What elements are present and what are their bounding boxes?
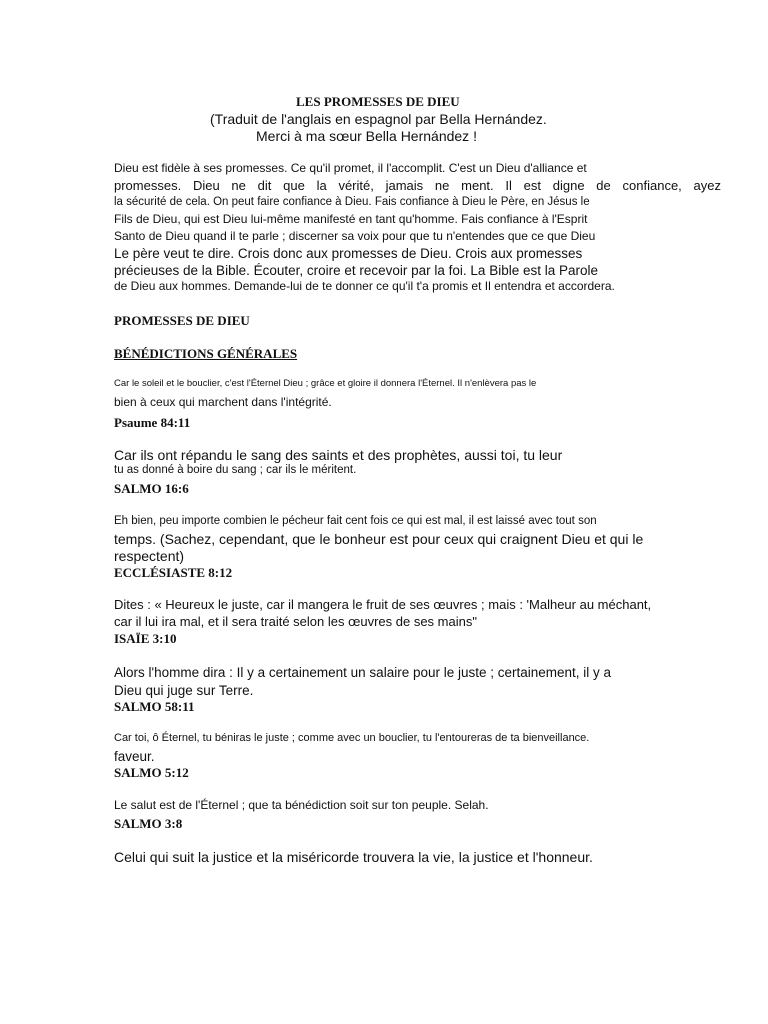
verse-line: car il lui ira mal, et il sera traité selon les œuvres de ses mains" <box>114 614 477 629</box>
verse-line: bien à ceux qui marchent dans l'intégrité. <box>114 395 332 409</box>
verse-reference: SALMO 5:12 <box>114 765 189 780</box>
translation-note: (Traduit de l'anglais en espagnol par Bella Hernández. <box>210 111 547 127</box>
intro-line: de Dieu aux hommes. Demande-lui de te donner ce qu'il t'a promis et Il entendra et accordera. <box>114 279 615 293</box>
thanks-note: Merci à ma sœur Bella Hernández ! <box>256 128 477 144</box>
verse-line: Dites : « Heureux le juste, car il mangera le fruit de ses œuvres ; mais : 'Malheur au méchant, <box>114 597 652 612</box>
intro-line: Santo de Dieu quand il te parle ; discerner sa voix pour que tu n'entendes que ce que Dieu <box>114 229 596 243</box>
verse-line: Alors l'homme dira : Il y a certainement un salaire pour le juste ; certainement, il y a <box>114 665 612 680</box>
verse-line: Dieu qui juge sur Terre. <box>114 683 254 698</box>
document-title: LES PROMESSES DE DIEU <box>296 94 460 109</box>
intro-line: la sécurité de cela. On peut faire confiance à Dieu. Fais confiance à Dieu le Père, en Jésus le <box>114 196 590 208</box>
verse-line: Celui qui suit la justice et la miséricorde trouvera la vie, la justice et l'honneur. <box>114 849 593 865</box>
section-heading: PROMESSES DE DIEU <box>114 313 250 328</box>
intro-line: promesses. Dieu ne dit que la vérité, jamais ne ment. Il est digne de confiance, ayez <box>114 178 721 193</box>
verse-reference: SALMO 3:8 <box>114 816 183 831</box>
verse-line: Le salut est de l'Éternel ; que ta bénédiction soit sur ton peuple. Selah. <box>114 798 489 812</box>
verse-line: Car le soleil et le bouclier, c'est l'Éternel Dieu ; grâce et gloire il donnera l'Éternel. Il n'enlèvera pas le <box>114 378 537 389</box>
verse-reference: Psaume 84:11 <box>114 415 191 430</box>
verse-line: temps. (Sachez, cependant, que le bonheur est pour ceux qui craignent Dieu et qui le <box>114 531 644 547</box>
subsection-heading: BÉNÉDICTIONS GÉNÉRALES <box>114 346 298 361</box>
verse-reference: ECCLÉSIASTE 8:12 <box>114 565 233 580</box>
verse-reference: SALMO 16:6 <box>114 481 189 496</box>
verse-line: Car ils ont répandu le sang des saints et des prophètes, aussi toi, tu leur <box>114 447 563 463</box>
verse-line: faveur. <box>114 749 155 764</box>
intro-line: Dieu est fidèle à ses promesses. Ce qu'il promet, il l'accomplit. C'est un Dieu d'alliance et <box>114 161 587 175</box>
verse-reference: SALMO 58:11 <box>114 699 195 714</box>
verse-reference: ISAÏE 3:10 <box>114 631 177 646</box>
verse-line: Car toi, ô Éternel, tu béniras le juste ; comme avec un bouclier, tu l'entoureras de ta bienveillance. <box>114 732 590 744</box>
verse-line: respectent) <box>114 548 185 564</box>
intro-line: Fils de Dieu, qui est Dieu lui-même manifesté en tant qu'homme. Fais confiance à l'Esprit <box>114 212 588 226</box>
intro-line: Le père veut te dire. Crois donc aux promesses de Dieu. Crois aux promesses <box>114 246 583 261</box>
verse-line: Eh bien, peu importe combien le pécheur fait cent fois ce qui est mal, il est laissé avec tout son <box>114 515 597 527</box>
verse-line: tu as donné à boire du sang ; car ils le méritent. <box>114 464 357 476</box>
intro-line: précieuses de la Bible. Écouter, croire et recevoir par la foi. La Bible est la Parole <box>114 263 599 278</box>
